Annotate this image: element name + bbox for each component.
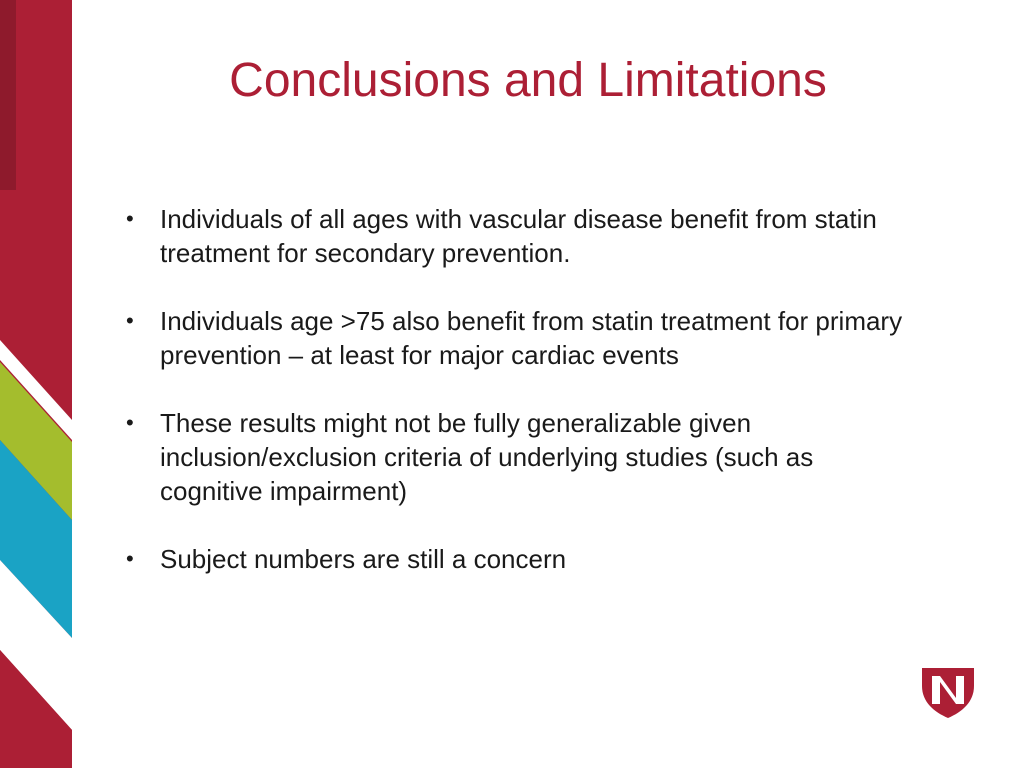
bullet-text: Individuals age >75 also benefit from statin treatment for primary prevention – at least for major cardiac events (160, 306, 903, 370)
bullet-dot-icon: • (126, 206, 134, 231)
bullet-dot-icon: • (126, 546, 134, 571)
bullet-list (124, 202, 904, 610)
slide-title: Conclusions and Limitations (229, 54, 827, 107)
shield-n-logo-icon (920, 664, 976, 720)
bullet-item (124, 304, 904, 372)
bullet-text: Individuals of all ages with vascular disease benefit from statin treatment for secondary prevention. (160, 204, 877, 268)
bullet-text: These results might not be fully generalizable given inclusion/exclusion criteria of underlying studies (such as cognitive impairment) (160, 408, 814, 506)
bullet-item (124, 542, 904, 576)
bullet-text: Subject numbers are still a concern (160, 544, 567, 574)
bullet-dot-icon: • (126, 410, 134, 435)
side-decoration (0, 0, 72, 768)
bullet-item (124, 202, 904, 270)
bullet-item (124, 406, 904, 508)
bullet-dot-icon: • (126, 308, 134, 333)
